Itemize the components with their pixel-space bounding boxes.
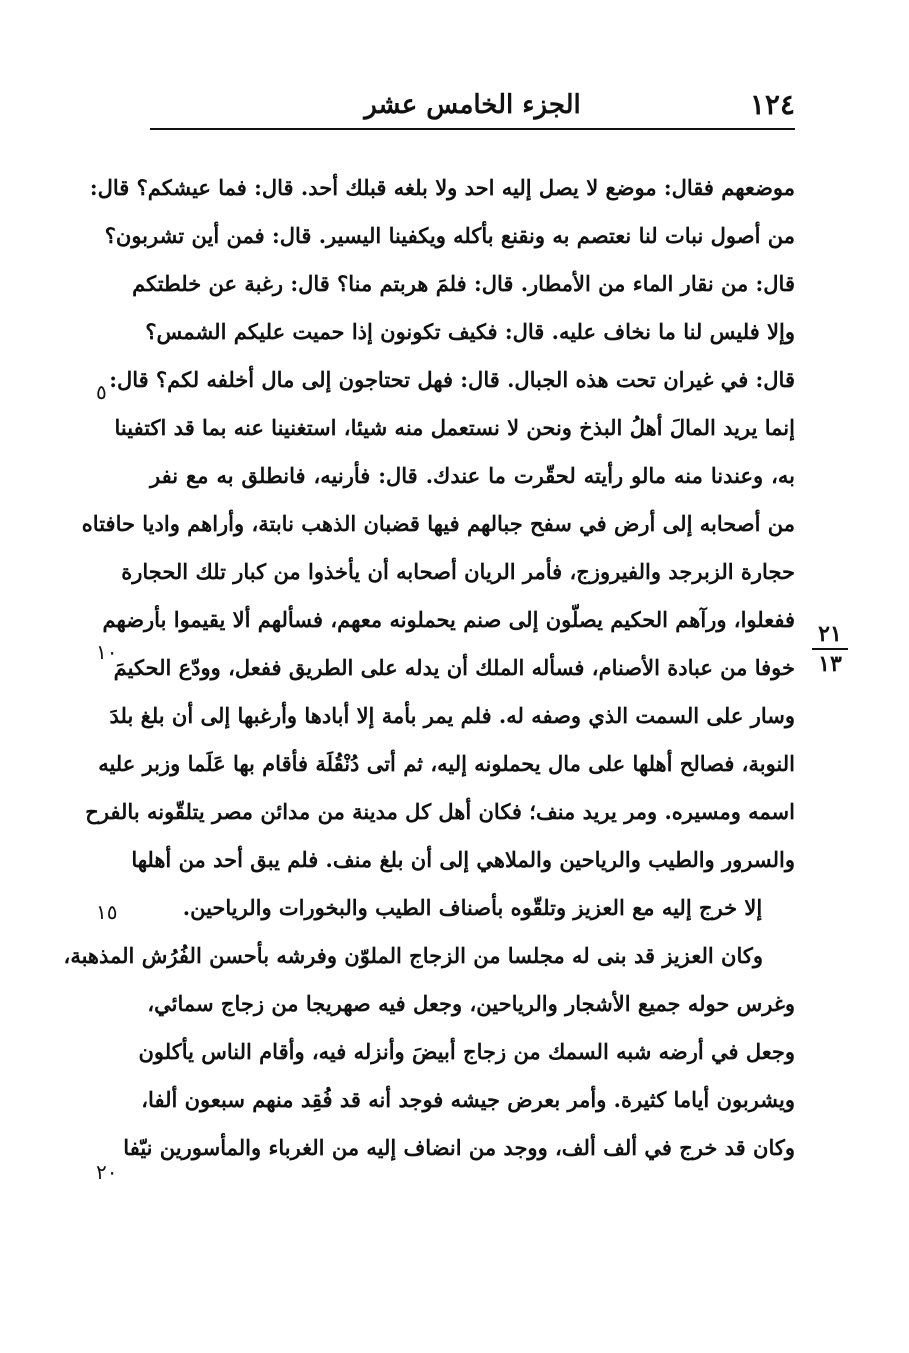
page-number: ١٢٤: [749, 88, 795, 121]
text-line: قال: من نقار الماء من الأمطار. قال: فلمَ هربتم منا؟ قال: رغبة عن خلطتكم: [132, 271, 795, 296]
text-line: خوفا من عبادة الأصنام، فسأله الملك أن يدله على الطريق ففعل، وودّع الحكيمَ: [113, 655, 795, 680]
text-line: والسرور والطيب والرياحين والملاهي إلى أن بلغ منف. فلم يبق أحد من أهلها: [131, 847, 795, 872]
text-line: وكان العزيز قد بنى له مجلسا من الزجاج الملوّن وفرشه بأحسن الفُرُش المذهبة،: [63, 943, 763, 968]
text-line: من أصحابه إلى أرض في سفح جبالهم فيها قضبان الذهب نابتة، وأراهم واديا حافتاه: [81, 511, 795, 536]
text-line: ففعلوا، ورآهم الحكيم يصلّون إلى صنم يحملونه معهم، فسألهم ألا يقيموا بأرضهم: [102, 607, 795, 632]
line-number-10: ١٠: [96, 640, 118, 664]
text-line: وسار على السمت الذي وصفه له. فلم يمر بأمة إلا أبادها وأرغبها إلى أن بلغ بلدَ: [109, 703, 795, 728]
text-line: وجعل في أرضه شبه السمك من زجاج أبيضَ وأنزله فيه، وأقام الناس يأكلون: [138, 1039, 795, 1064]
text-line: ويشربون أياما كثيرة. وأمر بعرض جيشه فوجد أنه قد فُقِد منهم سبعون ألفا،: [141, 1087, 795, 1112]
margin-reference-divider: [812, 648, 848, 650]
text-line: حجارة الزبرجد والفيروزج، فأمر الريان أصحابه أن يأخذوا من كبار تلك الحجارة: [121, 559, 795, 584]
margin-reference-top: ٢١: [818, 621, 842, 647]
text-line: من أصول نبات لنا نعتصم به ونقنع بأكله ويكفينا اليسير. قال: فمن أين تشربون؟: [104, 223, 795, 248]
line-number-5: ٥: [96, 380, 107, 404]
running-title: الجزء الخامس عشر: [364, 90, 581, 120]
text-line: موضعهم فقال: موضع لا يصل إليه احد ولا بلغه قبلك أحد. قال: فما عيشكم؟ قال:: [89, 175, 795, 200]
line-number-20: ٢٠: [96, 1160, 118, 1184]
text-line: النوبة، فصالح أهلها على مال يحملونه إليه، ثم أتى دُنْقُلَة فأقام بها عَلَما وزبر عليه: [98, 751, 795, 776]
margin-reference-bottom: ١٣: [818, 651, 842, 677]
margin-reference: [808, 622, 852, 676]
text-line: اسمه ومسيره. ومر يريد منف؛ فكان أهل كل مدينة من مدائن مصر يتلقّونه بالفرح: [85, 799, 795, 824]
page-header: [150, 88, 795, 128]
text-line: قال: في غيران تحت هذه الجبال. قال: فهل تحتاجون إلى مال أخلفه لكم؟ قال:: [109, 367, 795, 392]
text-line: وإلا فليس لنا ما نخاف عليه. قال: فكيف تكونون إذا حميت عليكم الشمس؟: [145, 319, 795, 344]
text-line: إنما يريد المالَ أهلُ البذخ ونحن لا نستعمل منه شيئا، استغنينا عنه بما قد اكتفينا: [114, 415, 795, 440]
text-line: وكان قد خرج في ألف ألف، ووجد من انضاف إليه من الغرباء والمأسورين نيّفا: [123, 1135, 795, 1160]
line-number-15: ١٥: [96, 900, 118, 924]
text-line: وغرس حوله جميع الأشجار والرياحين، وجعل فيه صهريجا من زجاج سمائي،: [147, 991, 795, 1016]
text-line: به، وعندنا منه مالو رأيته لحقّرت ما عندك. قال: فأرنيه، فانطلق به مع نفر: [150, 463, 795, 488]
header-rule: [150, 128, 795, 130]
text-line: إلا خرج إليه مع العزيز وتلقّوه بأصناف الطيب والبخورات والرياحين.: [182, 895, 763, 920]
